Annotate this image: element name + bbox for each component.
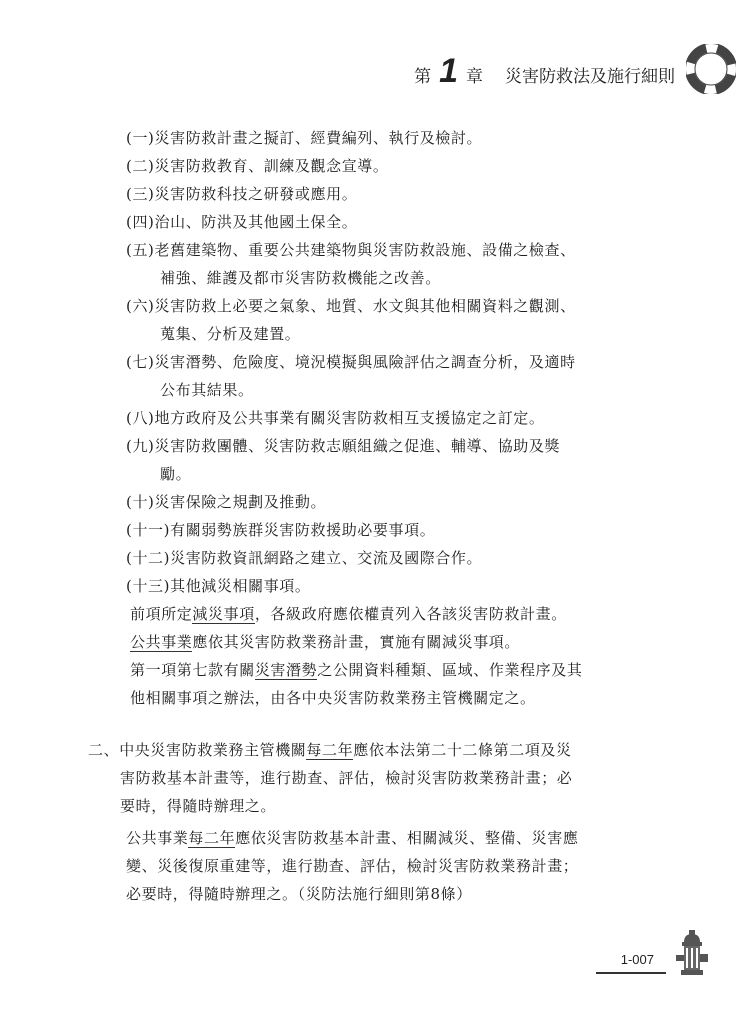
underlined-term: 災害潛勢	[254, 661, 318, 679]
paragraph: 第一項第七款有關災害潛勢之公開資料種類、區域、作業程序及其	[130, 661, 583, 679]
list-item: (六)災害防救上必要之氣象、地質、水文與其他相關資料之觀測、	[126, 297, 576, 315]
list-item: (一)災害防救計畫之擬訂、經費編列、執行及檢討。	[126, 129, 483, 147]
paragraph-continuation: 要時，得隨時辦理之。	[120, 797, 277, 815]
paragraph: 公共事業應依其災害防救業務計畫，實施有關減災事項。	[130, 633, 521, 651]
paragraph: 公共事業每二年應依災害防救基本計畫、相關減災、整備、災害應	[126, 829, 579, 847]
underlined-term: 每二年	[306, 741, 354, 759]
lifebuoy-icon	[686, 44, 736, 94]
chapter-header	[414, 52, 675, 92]
chapter-prefix: 第	[414, 67, 432, 87]
list-item: (四)治山、防洪及其他國土保全。	[126, 213, 358, 231]
list-item-continuation: 勵。	[160, 465, 192, 483]
list-item-continuation: 補強、維護及都市災害防救機能之改善。	[160, 269, 441, 287]
list-item: (八)地方政府及公共事業有關災害防救相互支援協定之訂定。	[126, 409, 545, 427]
chapter-suffix: 章	[466, 67, 483, 87]
paragraph-continuation: 變、災後復原重建等，進行勘查、評估，檢討災害防救業務計畫；	[126, 857, 579, 875]
list-item: (三)災害防救科技之研發或應用。	[126, 185, 358, 203]
list-item: (二)災害防救教育、訓練及觀念宣導。	[126, 157, 389, 175]
paragraph-continuation: 他相關事項之辦法，由各中央災害防救業務主管機關定之。	[130, 689, 536, 707]
paragraph: 前項所定減災事項，各級政府應依權責列入各該災害防救計畫。	[130, 605, 567, 623]
underlined-term: 公共事業	[130, 633, 193, 651]
list-item: (十二)災害防救資訊網路之建立、交流及國際合作。	[126, 549, 483, 567]
list-item: (十三)其他減災相關事項。	[126, 577, 311, 595]
footer-divider	[596, 972, 666, 974]
list-item-continuation: 公布其結果。	[160, 381, 254, 399]
list-item-continuation: 蒐集、分析及建置。	[160, 325, 301, 343]
fire-hydrant-icon	[672, 928, 712, 976]
section-marker: 二、	[88, 741, 120, 759]
list-item: (九)災害防救團體、災害防救志願組織之促進、輔導、協助及獎	[126, 437, 561, 455]
chapter-number: 1	[439, 52, 458, 90]
underlined-term: 每二年	[188, 829, 236, 847]
list-item: (十一)有關弱勢族群災害防救援助必要事項。	[126, 521, 436, 539]
list-item: (十)災害保險之規劃及推動。	[126, 493, 327, 511]
underlined-term: 減災事項	[192, 605, 255, 623]
chapter-title: 災害防救法及施行細則	[505, 67, 675, 87]
page-number: 1-007	[620, 952, 654, 967]
paragraph-continuation: 害防救基本計畫等，進行勘查、評估，檢討災害防救業務計畫；必	[120, 769, 573, 787]
list-item: (七)災害潛勢、危險度、境況模擬與風險評估之調查分析，及適時	[126, 353, 576, 371]
list-item: (五)老舊建築物、重要公共建築物與災害防救設施、設備之檢查、	[126, 241, 576, 259]
paragraph-continuation: 必要時，得隨時辦理之。（災防法施行細則第8條）	[126, 885, 472, 903]
section-two: 二、中央災害防救業務主管機關每二年應依本法第二十二條第二項及災	[88, 741, 572, 759]
